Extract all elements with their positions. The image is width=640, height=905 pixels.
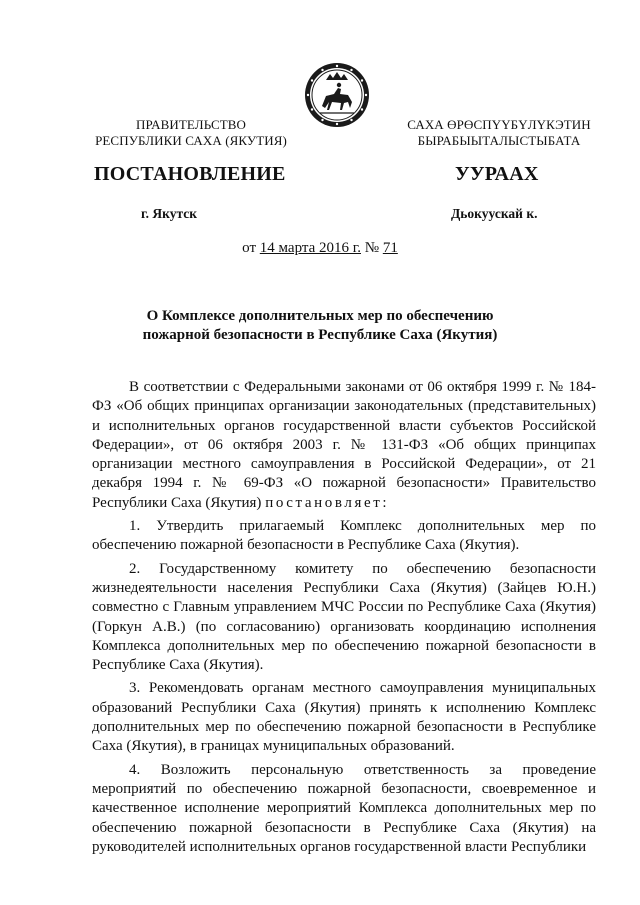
document-number: 71 [382,240,398,256]
item-4-paragraph: 4. Возложить персональную ответственность за проведение мероприятий по обеспечению пожарной безопасности, своевременное и качественное исполнение мероприятий Комплекса дополнительных мер по обеспечению пожарной безопасности в Республике Саха (Якутия) на руководителей исполнительных органов государственной власти Республики [92,761,596,855]
number-prefix: № [361,240,383,256]
city-russian: г. Якутск [141,206,198,221]
item-1-paragraph: 1. Утвердить прилагаемый Комплекс дополнительных мер по обеспечению пожарной безопасности в Республике Саха (Якутия). [92,518,596,554]
doc-type-yakut: УУРААХ [455,163,539,185]
header-left [80,117,302,149]
city-yakut: Дьокуускай к. [451,206,538,221]
header-left-line1: ПРАВИТЕЛЬСТВО [135,117,247,132]
header-right-line1: САХА ӨРӨСПҮҮБҮЛҮКЭТИН [407,117,591,132]
date-number-line [0,240,640,257]
doc-type-russian: ПОСТАНОВЛЕНИЕ [94,163,286,185]
header-left-line2: РЕСПУБЛИКИ САХА (ЯКУТИЯ) [95,133,287,148]
resolves-word: постановляет: [265,494,390,511]
document-date: 14 марта 2016 г. [259,240,361,256]
item-3-paragraph: 3. Рекомендовать органам местного самоуправления муниципальных образований Республики Саха (Якутия) принять к исполнению Комплекс дополнительных мер по обеспечению пожарной безопасности в Республике Саха (Якутия), в границах муниципальных образований. [92,680,596,755]
item-2-paragraph: 2. Государственному комитету по обеспечению безопасности жизнедеятельности населения Республики Саха (Якутия) (Зайцев Ю.Н.) совместно с Главным управлением МЧС России по Республике Саха (Якутия) (Горкун А.В.) (по согласованию) организовать координацию исполнения Комплекса дополнительных мер по обеспечению пожарной безопасности в Республике Саха (Якутия). [92,560,596,674]
preamble-paragraph [92,378,596,513]
title-line2: пожарной безопасности в Республике Саха (Якутия) [142,327,498,343]
header-right [388,117,610,149]
title-line1: О Комплексе дополнительных мер по обеспечению [146,308,494,324]
coat-of-arms-sakha-icon [304,62,370,128]
document-body [92,378,596,861]
date-prefix: от [242,240,260,256]
preamble-text: В соответствии с Федеральными законами от 06 октября 1999 г. № 184-ФЗ «Об общих принципах организации законодательных (представительных) и исполнительных органов государственной власти субъектов Российской Федерации», от 06 октября 2003 г. № 131-ФЗ «Об общих принципах организации местного самоуправления в Российской Федерации», от 21 декабря 1994 г. № 69-ФЗ «О пожарной безопасности» Правительство Республики Саха (Якутия) [92,379,596,511]
header-right-line2: БЫРАБЫЫТАЛЫСТЫБАТА [417,133,581,148]
document-title [100,307,540,345]
